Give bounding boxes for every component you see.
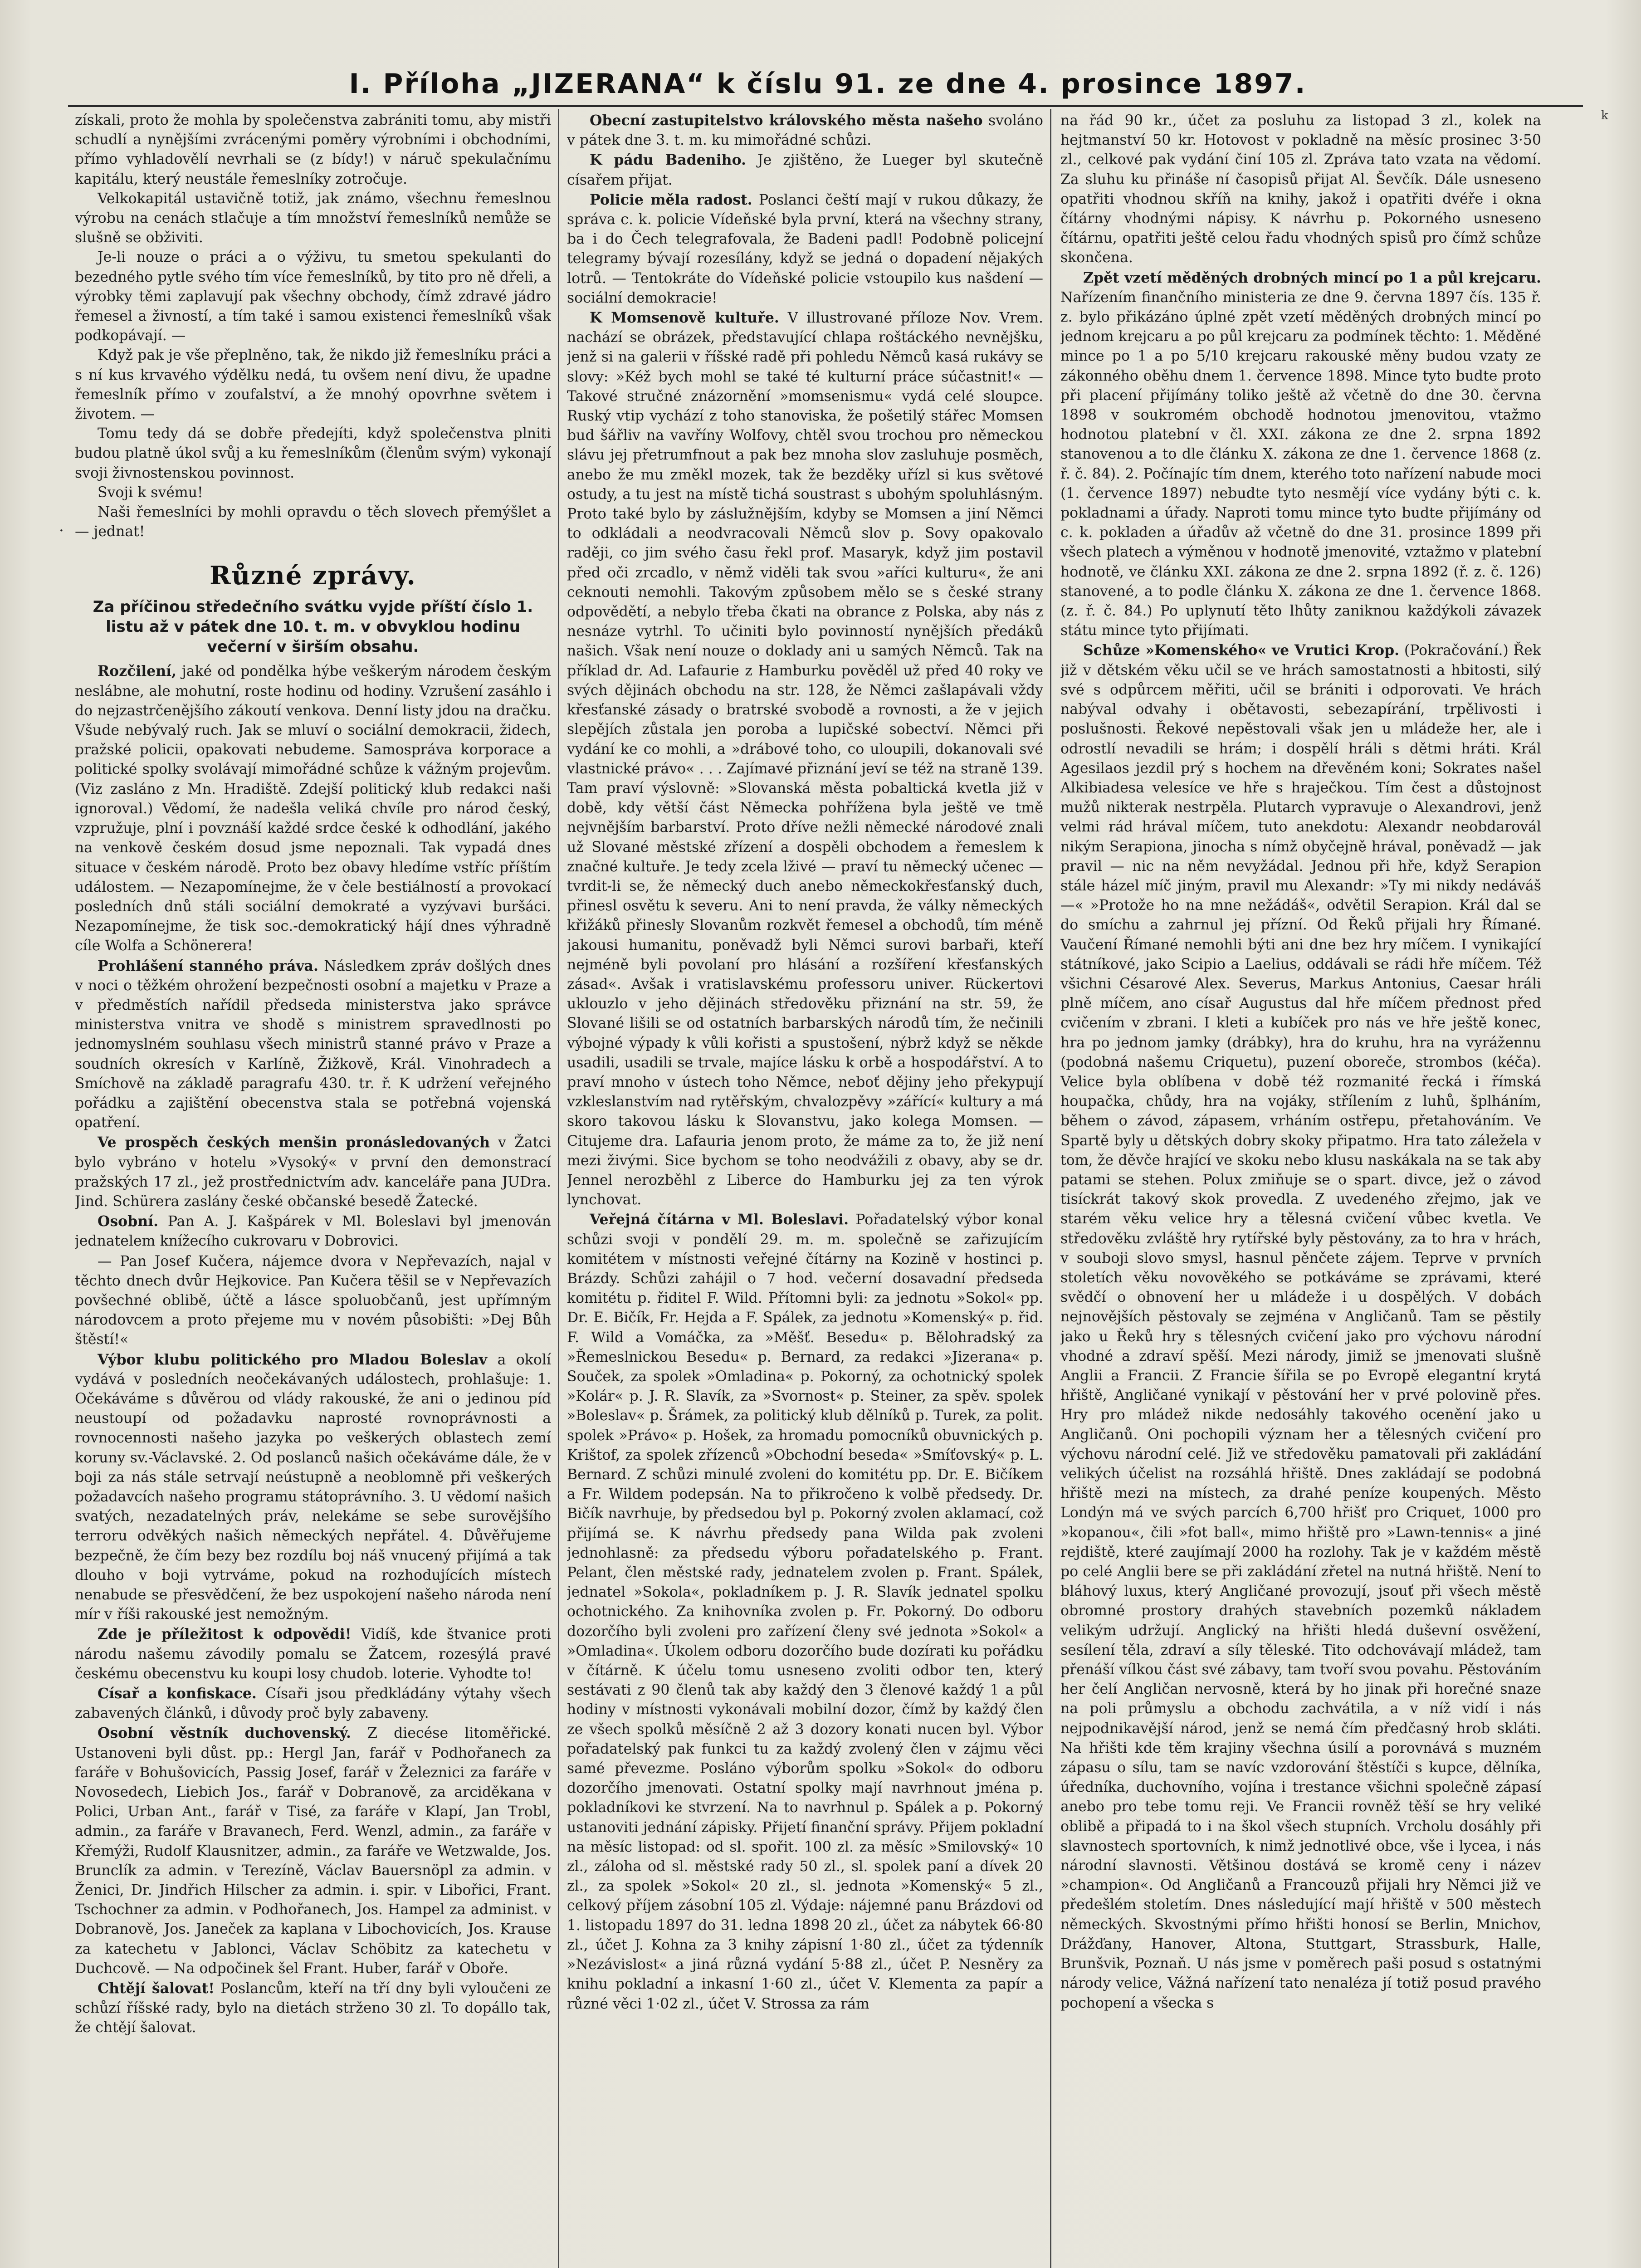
article-lead: Osobní věstník duchovenský. bbox=[98, 1725, 352, 1742]
paragraph: získali, proto že mohla by společenstva zabrániti tomu, aby mistři schudlí a nynějšími zvrácenými poměry výrobními i obchodními, přímo vyhladovělí nevrhali se (z bídy!) v náruč spekulačnímu kapitálu, který neustále řemeslníky zotročuje. bbox=[75, 112, 551, 187]
paragraph: Tomu tedy dá se dobře předejíti, když společenstva plniti budou platně úkol svůj a ku řemeslníkům (členům svým) vykonají svoji živnostenskou povinnost. bbox=[75, 425, 551, 481]
article bbox=[75, 1624, 551, 1684]
article-text: Pan A. J. Kašpárek v Ml. Boleslavi byl jmenován jednatelem knížecího cukrovaru v Dobrovici. bbox=[75, 1213, 551, 1250]
article-text: Vidíš, kde štvanice proti národu našemu závodily pomalu se Žatcem, rozesýlá pravé českému obecenstvu ku koupi losy chudob. loterie. Vyhodte to! bbox=[75, 1626, 551, 1682]
article-text: v Žatci bylo vybráno v hotelu »Vysoký« v první den demonstrací pražských 17 zl., jež prostřednictvím adv. kanceláře pana JUDra. Jind. Schürera zaslány české občanské besedě Žatecké. bbox=[75, 1134, 551, 1210]
article bbox=[75, 956, 551, 1133]
paragraph: Když pak je vše přeplněno, tak, že nikdo již řemeslníku práci a s ní kus krvavého výdělku nedá, tu ovšem není divu, že upadne řemeslník přímo v zoufalství, a že mnohý opovrhne světem i životem. — bbox=[75, 347, 551, 423]
article bbox=[567, 111, 1043, 150]
article bbox=[75, 1723, 551, 1979]
column-2 bbox=[567, 111, 1043, 2268]
article-text: Nařízením finančního ministeria ze dne 9. června 1897 čís. 135 ř. z. bylo přikázáno úplné zpět vzetí měděných drobných mincí po jednom krejcaru a po půl krejcaru za podmínek těchto: 1. Měděné mince po 1 a po 5/10 krejcaru rakouské měny budou vzaty ze zákonného oběhu dnem 1. července 1898. Mince tyto budte proto při placení přijímány toliko ještě až včetně do dne 30. června 1898 v soukromém obchodě hodnotou jmenovitou, vtažmo hodnotou platební v čl. XXI. zákona ze dne 2. srpna 1892 stanovenou a to dle článku X. zákona ze dne 1. července 1868 (z. ř. č. 84). 2. Počínajíc tím dnem, kterého toto nařízení nabude moci (1. července 1897) nebudte tyto nesmějí více vydány býti c. k. pokladnami a úřady. Naproti tomu mince tyto budte přijímány od c. k. pokladen a úřadův až včetně do dne 31. prosince 1899 při všech platech a výměnou v hodnotě jmenovité, vztažmo v platební hodnotě, ve článku XXI. zákona ze dne 2. srpna 1892 (ř. z. č. 126) stanovené, a to podle článku X. zákona ze dne 1. července 1868. (z. ř. č. 84.) Po uplynutí těto lhůty zaniknou každýkoli závazek státu mince tyto přijímati. bbox=[1060, 289, 1541, 639]
article-text: svoláno v pátek dne 3. t. m. ku mimořádné schůzi. bbox=[567, 112, 1043, 149]
publication-notice: Za příčinou středečního svátku vyjde příští číslo 1. listu až v pátek dne 10. t. m. v obvyklou hodinu večerní v širším obsahu. bbox=[93, 598, 533, 656]
article-text: (Pokračování.) Řek již v dětském věku učil se ve hrách samostatnosti a hbitosti, silý své s odpůrcem měřiti, učil se brániti i odporovati. Ve hrách nabýval odvahy i obětavosti, sebezapírání, trpělivosti i poslušnosti. Řekové nepěstovali však jen u mládeže her, ale i odrostlí nevadili se hrám; i dospělí hráli s dětmi hráti. Král Agesilaos jezdil prý s hochem na dřevěném koni; Sokrates našel Alkibiadesa velesíce ve hře s hraječkou. Tím čest a důstojnost mužů nikterak nestrpěla. Plutarch vypravuje o Alexandrovi, jenž velmi rád hrával míčem, tuto anekdotu: Alexandr neobdarovál nikým Serapiona, jinocha s nímž obyčejně hrával, poněvadž — jak pravil — nic na něm nevyžádal. Jednou při hře, když Serapion stále házel míč jiným, pravil mu Alexandr: »Ty mi nikdy nedáváš —« »Protože ho na mne nežádáš«, odvětil Serapion. Král dal se do smíchu a zahrnul jej přízní. Od Řeků přijali hry Římané. Vaučení Římané nemohli býti ani dne bez hry míčem. I vynikající státníkové, jako Scipio a Laelius, oddávali se rádi hře míčem. Též všichni Césarové Alex. Severus, Markus Antonius, Caesar hráli plně míčem, ano císař Augustus dal hře míčem přednost před cvičením v zbrani. I kleti a kubíček pro nás ve hře ještě konec, hra po jednom jamky (drábky), hra do kruhu, hra na vyrážennu (podobná našemu Criquetu), puzení oboreče, strombos (kéča). Velice byla oblíbena v době též rozmanité řecká i římská houpačka, chůdy, hra na vojáky, střílením z luhů, šplháním, během o závod, zápasem, vrháním ostřepu, přetahováním. Ve Spartě byly u dětských dobry skoky připatmo. Hra tato záležela v tom, že děvče hrající ve skoku nebo klusu naskákala na se tak aby patami se stehen. Polux zmiňuje se o spart. divce, jež o závod tisíckrát takový skok provedla. Z uvedeného zřejmo, jak ve starém věku velice hry a tělesná cvičení vůbec kvetla. Ve středověku zvláště hry rytířské byly pěstovány, za to hra v hrách, v souboji slovo smysl, hasnul pěnčete zájem. Teprve v prvních stoletích věku novověkého se potkáváme se zprávami, které svědčí o obnovení her u mládeže i u dospělých. V dobách nejnovějších pěstovaly se zejména v Angličanů. Tam se pěstily jako u Řeků hry s tělesných cvičení jako pro výchovu národní vhodné a zdraví spěší. Mezi národy, jimiž se jmenovati slušně Anglii a Francii. Z Francie šířila se po Evropě elegantní krytá hřiště, Angličané vynikají v pěstování her v prvé polovině přes. Hry pro mládež nikde nedosáhly takového ocenění jako u Angličanů. Oni pochopili význam her a tělesných cvičení pro výchovu národní celé. Již ve středověku pamatovali při zakládání velikých účelist na rozsáhlá hřiště. Dnes zakládají se podobná hřiště mezi na místech, za drahé peníze koupených. Město Londýn má ve svých parcích 6,700 hřišť pro Criquet, 1000 pro »kopanou«, čili »fot ball«, mimo hřiště pro »Lawn-tennis« a jiné rejdiště, které zaujímají 2000 ha rozlohy. Tak je v každém městě po celé Anglii bere se při zakládání zřetel na nutná hřiště. Není to bláhový luxus, který Angličané provozují, jsouť při všech městě obromné prostory drahých stavebních pozemků nákladem velikým udržují. Anglický na hřišti hledá duševní osvěžení, sesílení těla, zdraví a síly těleské. Tito odchovávají mládež, tam přenáší vílkou část své zábavy, tam tvoří svou povahu. Pěstováním her čelí Angličan nervosně, která by ho jinak při horečné snaze na poli průmyslu a obchodu zachvátila, a v níž vidí i nás nejpodnikavější národ, jenž se nemá čím předčasný hrob skláti. Na hřišti kde těm krajiny všechna úsilí a porovnává s muzném zápasu o sílu, tam se navíc vzdorování štěstíči s kupce, dělníka, úředníka, duchovního, vojína i trestance všichni společně zápasí anebo pro tebe tomu reji. Ve Francii rovněž těší se hry veliké oblibě a připadá to i na škol všech stupních. Vrcholu dosáhly při slavnostech sportovních, k nimž jednotlivé obce, vše i lycea, i nás národní slavnosti. Většinou dostává se kromě ceny i název »champion«. Od Angličanů a Francouzů přijali hry Němci již ve předešlém stoletím. Dnes následující mají hřiště v 500 městech německých. Skvostnými přímo hřišti honosí se Berlin, Mnichov, Drážďany, Hanover, Altona, Stuttgart, Strassburk, Halle, Brunšvik, Poznaň. U nás jsme v poměrech paši posud s ostatnými národy velice, Vážná nařízení tato nenaléza jí totiž posud pravého pochopení a všecka s bbox=[1060, 642, 1541, 2011]
article-text: na řád 90 kr., účet za posluhu za listopad 3 zl., kolek na hejtmanství 50 kr. Hotovost v pokladně na měsíc prosinec 3·50 zl., celkové pak vydání činí 105 zl. Zpráva tato vzata na vědomí. Za sluhu ku přináše ní časopisů přijat Al. Ševčík. Dále usneseno opatřiti vhodnou skříň na knihy, jakož i opatřiti dvéře i okna čítárny vhodnými nápisy. K návrhu p. Pokorného usneseno čítárnu, opatřiti ještě celou řadu vhodných spisů pro čímž schůze skončena. bbox=[1060, 112, 1541, 266]
column-1 bbox=[75, 111, 551, 2268]
article-text: V illustrované příloze Nov. Vrem. nachází se obrázek, představující chlapa roštáckého nevnějšku, jenž si na galerii v říšské radě při pohledu Němců kasá rukávy se slovy: »Kéž bych mohl se také té kulturní práce súčastnit!« — Takové stručné znázornění »momsenismu« vydá celé sloupce. Ruský vtip vychází z toho stanoviska, že pošetilý stářec Momsen bud šářliv na vavříny Wolfovy, chtěl svou trochou pro německou slávu jej přetrumfnout a pak bez mnoha slov zasluhuje posměch, anebo že mu změkl mozek, tak že bezděky uřízl si kus světové ostudy, a tu jest na místě tichá soustrast s ubohým spoluhlásným. Proto také bylo by záslužnějším, kdyby se Momsen a jiní Němci to odkládali a neodvracovali Němců slov p. Sovy opakovalo raději, co jim svého času řekl prof. Masaryk, když jim postavil před oči zrcadlo, v němž viděli tak svou »aříci kulturu«, že ani ceknouti nemohli. Takovým způsobem mělo se s české strany odpovědětí, a nebylo třeba čkati na obrance z Polska, aby nás z nesnáze vytrhl. To učiniti bylo povinností nynějších předáků našich. Však není nouze o doklady ani u samých Němců. Tak na příklad dr. Ad. Lafaurie z Hamburku pověděl už před 40 roky ve svých dějinách obchodu na str. 128, že Němci zašlapávali vždy křesťanské zásady o bratrské svobodě a rovnosti, a že v jejich slepějích zůstala jen poroba a lupičské sobectví. Němci při vydání ke co mohli, a »drábové toho, co uloupili, dokanovali své vlastnické právo« . . . Zajímavé přiznání jeví se též na straně 139. Tam praví výslovně: »Slovanská města pobaltická kvetla již v době, kdy větší část Německa pohřížena byla ještě ve tmě nejvnějším barbarství. Proto dříve nežli německé národové znali už Slované městské zřízení a dospěli obchodem a řemeslem k značné kultuře. Je tedy zcela lživé — praví tu německý učenec — tvrdit-li se, že německý duch anebo německokřesťanský duch, přinesl osvětu k severu. Ani to není pravda, že války německých křižáků přinesly Slovanům rozkvět řemesel a obchodů, tím méně jakousi humanitu, poněvadž byli Němci surovi barbaři, kteří nejméně byli povolaní pro hlásání a rozšíření křesťanských zásad«. Avšak i vratislavskému professoru univer. Rückertovi uklouzlo v jeho dějinách středověku přiznání na str. 59, že Slované lišili se od ostatních barbarských národů tím, že nečinili výbojné výpady k vůli kořisti a spustošení, nýbrž když se někde usadili, usadili se trvale, majíce lásku k orbě a hospodářství. A to praví mnoho v ústech toho Němce, neboť dějiny jeho překypují vzkleslanstvím nad rytěřským, chvalozpěvy »zářící« kultury a má skoro takovou lásku k Slovanstvu, jako kolega Momsen. — Citujeme dra. Lafauria jenom proto, že máme za to, že již není mezi živými. Sice bychom se toho neodvážili z obavy, aby se dr. Jennel nerozběhl z Liberce do Hamburku jej za ten výrok lynchovat. bbox=[567, 310, 1043, 1208]
article-lead: K Momsenově kultuře. bbox=[590, 309, 779, 327]
article-text: Poslancům, kteří na tří dny byli vyloučeni ze schůzí říšské rady, bylo na dietách strženo 30 zl. To dopállo tak, že chtějí šalovat. bbox=[75, 1980, 551, 2036]
article-lead: Císař a konfiskace. bbox=[98, 1685, 257, 1702]
article-lead: Obecní zastupitelstvo královského města našeho bbox=[590, 112, 983, 129]
section-title: Různé zprávy. bbox=[210, 561, 416, 591]
article-text: Je zjištěno, že Lueger byl skutečně císařem přijat. bbox=[567, 152, 1043, 188]
article bbox=[1060, 111, 1541, 268]
article bbox=[567, 190, 1043, 308]
article-lead: Chtějí šalovat! bbox=[98, 1980, 215, 1997]
article bbox=[75, 1684, 551, 1723]
article-lead: Ve prospěch českých menšin pronásledovaných bbox=[98, 1134, 490, 1151]
article bbox=[567, 1210, 1043, 2014]
article-text: a okolí vydává v posledních neočekávaných událostech, prohlašuje: 1. Očekáváme s důvěrou od vlády rakouské, že ani o jedinou píď neustoupí od požadavku naprosté rovnoprávnosti a rovnocennosti našeho jazyka po veškerých oblastech zemí koruny sv.-Václavské. 2. Od poslanců našich očekáváme dále, že v boji za nás stále setrvají neústupně a neoblomně při veškerých požadavcích našeho programu státoprávního. 3. U vědomí našich svatých, nezadatelných práv, nelekáme se sebe surovějšího terroru odvěkých našich německých nepřátel. 4. Důvěřujeme bezpečně, že čím bezy bez rozdílu boj náš vnucený přijímá a tak dlouho v boji vytrváme, pokud na rozhodujících místech nenabude se přesvědčení, že bez uspokojení našeho národa není mír v říši rakouské jest nemožným. bbox=[75, 1351, 551, 1623]
column-3 bbox=[1060, 111, 1541, 2268]
article bbox=[567, 308, 1043, 1210]
article-lead: K pádu Badeniho. bbox=[590, 152, 746, 169]
page-header: I. Příloha „JIZERANA“ k číslu 91. ze dne 4. prosince 1897. bbox=[349, 68, 1307, 100]
paragraph: Je-li nouze o práci a o výživu, tu smetou spekulanti do bezedného pytle svého tím více řemeslníků, by tito pro ně dřeli, a výrobky těmi zaplavují pak všechny obchody, čímž zdravé jádro řemesel a živností, a tím také i samou existenci řemeslníků však podkopávají. — bbox=[75, 249, 551, 344]
article-lead: Zpět vzetí měděných drobných mincí po 1 a půl krejcaru. bbox=[1083, 269, 1541, 286]
article-text: Poslanci čeští mají v rukou důkazy, že správa c. k. policie Vídeňské byla první, která na všechny strany, ba i do Čech telegrafovala, že Badeni padl! Podobně policejní telegramy bývají rozesílány, když se jedná o dopadení nějakých lotrů. — Tentokráte do Vídeňské policie vstoupilo kus našdení — sociální demokracie! bbox=[567, 191, 1043, 306]
article-text: Císaři jsou předkládány výtahy všech zabavených článků, i důvody proč byly zabaveny. bbox=[75, 1686, 551, 1722]
article-text: Pořadatelský výbor konal schůzi svoji v pondělí 29. m. m. společně se zařizujícím komitétem v místnosti veřejné čítárny na Kozině v hostinci p. Brázdy. Schůzi zahájil o 7 hod. večerní dosavadní předseda komitétu p. řiditel F. Wild. Přítomni byli: za jednotu »Sokol« pp. Dr. E. Bičík, Fr. Hejda a F. Spálek, za jednotu »Komenský« p. řid. F. Wild a Vomáčka, za »Měšť. Besedu« p. Bělohradský za »Řemeslnickou Besedu« p. Bernard, za redakci »Jizerana« p. Souček, za spolek »Omladina« p. Pokorný, za ochotnický spolek »Kolár« p. J. R. Slavík, za »Svornost« p. Steiner, za spěv. spolek »Boleslav« p. Šrámek, za politický klub dělníků p. Turek, za polit. spolek »Právo« p. Hošek, za hromadu pomocníků obuvnických p. Krištof, za spolek zřízenců »Obchodní beseda« »Smíťovský« p. L. Bernard. Z schůzi minulé zvoleni do komitétu pp. Dr. E. Bičíkem a Fr. Wildem podepsán. Na to přikročeno k volbě předsedy. Dr. Bičík navrhuje, by předsedou byl p. Pokorný zvolen aklamací, což přijímá se. K návrhu předsedy pana Wilda pak zvoleni jednohlasně: za předsedu výboru pořadatelského p. Frant. Pelant, člen městské rady, jednatelem zvolen p. Frant. Spálek, jednatel »Sokola«, pokladníkem p. J. R. Slavík jednatel spolku ochotnického. Za knihovníka zvolen p. Fr. Pokorný. Do odboru dozorčího byli zvoleni pro zařízení členy své jednota »Sokol« a »Omladina«. Úkolem odboru dozorčího bude dozírati ku pořádku v čítárně. K účelu tomu usneseno zvoliti odbor ten, který sestávati z 90 členů tak aby každý den 3 členové každý 1 a půl hodiny v místnosti vykonávali mobilní dozor, čímž by každý člen ze všech spolků měsíčně 2 až 3 dozory konati nucen byl. Výbor pořadatelský pak funkci tu za každý zvolený člen v zájmu věci samé převezme. Posláno výborům spolku »Sokol« do odboru dozorčího jmenovati. Ostatní spolky mají navrhnout jména p. pokladníkovi ke stvrzení. Na to navrhnul p. Spálek a p. Pokorný ustanoviti jednání zápisky. Přijetí finanční správy. Přijem pokladní na měsíc listopad: od sl. spořit. 100 zl. za měsíc »Smilovský« 10 zl., záloha od sl. městské rady 50 zl., sl. spolek paní a dívek 20 zl., za spolek »Sokol« 20 zl., sl. jednota »Komenský« 5 zl., celkový příjem zásobní 105 zl. Výdaje: nájemné panu Brázdovi od 1. listopadu 1897 do 31. ledna 1898 20 zl., účet za nábytek 66·80 zl., účet J. Kohna za 3 knihy zápisní 1·80 zl., účet za týdenník »Nezávislost« a jiná různá vydání 5·88 zl., účet P. Nesněry za knihu pokladní a inkasní 1·60 zl., účet V. Klementa za papír a různé věci 1·02 zl., účet V. Strossa za rám bbox=[567, 1212, 1043, 2012]
article bbox=[1060, 268, 1541, 641]
article bbox=[75, 1979, 551, 2038]
article-lead: Rozčilení, bbox=[98, 663, 177, 680]
header-rule bbox=[68, 105, 1583, 107]
article bbox=[75, 661, 551, 956]
article-lead: Policie měla radost. bbox=[590, 191, 752, 208]
article-lead: Prohlášení stanného práva. bbox=[98, 957, 318, 974]
column-divider bbox=[1050, 109, 1051, 2268]
margin-mark: k bbox=[1601, 109, 1608, 122]
paragraph: Naši řemeslníci by mohli opravdu o těch slovech přemýšlet a — jednat! bbox=[75, 504, 551, 540]
article-lead: Výbor klubu politického pro Mladou Boleslav bbox=[98, 1351, 488, 1368]
paragraph: Svoji k svému! bbox=[98, 484, 203, 501]
article-lead: Veřejná čítárna v Ml. Boleslavi. bbox=[590, 1211, 849, 1228]
margin-mark: · bbox=[59, 522, 64, 540]
column-divider bbox=[558, 109, 559, 2268]
article-text: Následkem zpráv došlých dnes v noci o těžkém ohrožení bezpečnosti osobní a majetku v Praze a v předměstích nařídil předseda ministerstva jako správce ministerstva vnitra ve shodě s ministrem spravedlnosti po jednomyslném souhlasu všech ministrů stanné právo v Praze a soudních okresích v Karlíně, Žižkově, Král. Vinohradech a Smíchově na základě paragrafu 430. tr. ř. K udržení veřejného pořádku a zajištění obecenstva stala se potřebná vojenská opatření. bbox=[75, 958, 551, 1131]
article bbox=[75, 1350, 551, 1625]
article bbox=[75, 1212, 551, 1251]
paragraph: Velkokapitál ustavičně totiž, jak známo, všechnu řemeslnou výrobu na cenách stlačuje a tím množství řemeslníků nemůže se slušně se obživiti. bbox=[75, 190, 551, 246]
article-text: Z diecése litoměřické. Ustanoveni byli důst. pp.: Hergl Jan, farář v Podhořanech za faráře v Bohušovicích, Passig Josef, farář v Železnici za faráře v Novosedech, Liebich Jos., farář v Dobranově, za arciděkana v Polici, Urban Ant., farář v Tisé, za faráře v Klapí, Jan Trobl, admin., za faráře v Bravanech, Ferd. Wenzl, admin., za faráře v Křemýži, Rudolf Klausnitzer, admin., za faráře ve Wetzwalde, Jos. Brunclík za admin. v Terezíně, Václav Bauersnöpl za admin. v Ženici, Dr. Jindřich Hilscher za admin. i. spir. v Libořici, Frant. Tschochner za admin. v Podhořanech, Jos. Hampel za administ. v Dobranově, Jos. Janeček za kaplana v Libochovicích, Jos. Krause za katechetu v Jablonci, Václav Schöbitz za katechetu v Duchcově. — Na odpočinek šel Frant. Huber, farář v Oboře. bbox=[75, 1725, 551, 1977]
article-lead: Zde je příležitost k odpovědi! bbox=[98, 1626, 352, 1643]
article-lead: Schůze »Komenského« ve Vrutici Krop. bbox=[1083, 642, 1400, 659]
article bbox=[1060, 640, 1541, 2013]
article-lead: Osobní. bbox=[98, 1213, 159, 1230]
article-text: — Pan Josef Kučera, nájemce dvora v Nepřevazích, najal v těchto dnech dvůr Hejkovice. Pan Kučera těšil se v Nepřevazích povšechné oblibě, účtě a lásce spoluobčanů, jest upřímným národovcem a proto přejeme mu v novém působišti: »Dej Bůh štěstí!« bbox=[75, 1253, 551, 1348]
article bbox=[75, 1133, 551, 1212]
article bbox=[567, 150, 1043, 190]
article-text: jaké od pondělka hýbe veškerým národem českým neslábne, ale mohutní, roste hodinu od hodiny. Vzrušení zasáhlo i do nejzastrčenějšího zákoutí venkova. Denní listy jdou na dračku. Všude nebývalý ruch. Jak se mluví o sociální demokracii, židech, pražské policii, opakovati nebudeme. Samospráva korporace a politické spolky svolávají mimořádné schůze k vážným projevům. (Viz zasláno z Mn. Hradiště. Zdejší politický klub redakci naši ignoroval.) Vědomí, že nadešla veliká chvíle pro národ český, vzpružuje, plní i povznáší každé srdce české k odhodlání, jakého na venkově českém dosud jsme nepoznali. Tak vypadá dnes situace v českém národě. Proto bez obavy hledíme vstříc příštím událostem. — Nezapomínejme, že v čele bestiálností a provokací posledních dnů stáli sociální demokraté a vyzývavi buršáci. Nezapomínejme, že tisk soc.-demokratický hájí dnes výhradně cíle Wolfa a Schönerera! bbox=[75, 663, 551, 954]
article bbox=[75, 1251, 551, 1350]
